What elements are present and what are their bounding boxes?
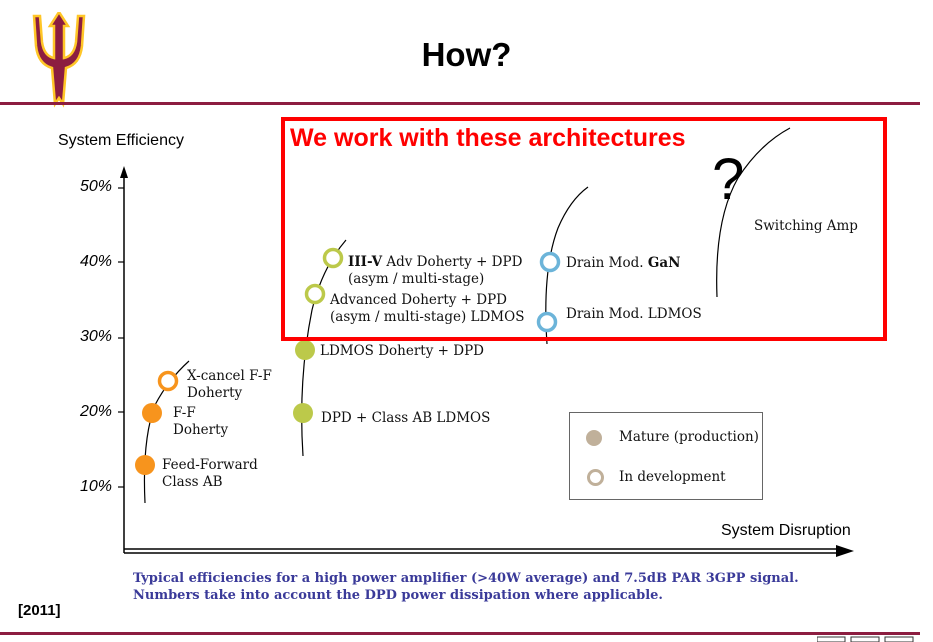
legend-development-swatch-icon [587,469,604,486]
marker-feedforward-classab [135,455,155,475]
y-tick-label-50: 50% [79,178,112,195]
citation: [2011] [18,602,61,619]
legend-development-label: In development [619,469,726,485]
label-ff-doherty: F-F Doherty [173,405,229,438]
label-ldmos-doherty: LDMOS Doherty + DPD [320,343,484,359]
legend-mature-swatch-icon [586,430,602,446]
label-switching-amp: Switching Amp [754,218,858,234]
question-mark: ? [712,147,745,212]
footer-divider [0,632,920,635]
footnote: Typical efficiencies for a high power amplifier (>40W average) and 7.5dB PAR 3GPP signal. Numbers take into account the DPD power dissipation where applicable. [133,571,799,603]
x-axis-arrow [836,545,854,557]
marker-ldmos-doherty [295,340,315,360]
legend-mature-label: Mature (production) [619,429,759,445]
y-tick-label-40: 40% [79,253,112,270]
label-iiiv-doherty: III-V Adv Doherty + DPD (asym / multi-stage) [348,254,523,287]
legend-box [569,412,763,500]
y-axis-arrow [120,166,128,178]
x-axis-label: System Disruption [721,522,851,539]
marker-ff-doherty [142,403,162,423]
marker-dpd-classab [293,403,313,423]
marker-xcancel-doherty [160,373,177,390]
y-tick-label-10: 10% [79,478,112,495]
label-xcancel-doherty: X-cancel F-F Doherty [187,368,272,401]
y-tick-label-20: 20% [79,403,112,420]
slide-title: How? [421,36,512,73]
label-adv-doherty: Advanced Doherty + DPD (asym / multi-stage) LDMOS [330,292,525,325]
label-drainmod-gan: Drain Mod. GaN [566,255,681,271]
label-dpd-classab: DPD + Class AB LDMOS [321,410,491,426]
footer-logo-fragment-icon [817,636,917,642]
label-drainmod-ldmos: Drain Mod. LDMOS [566,306,702,322]
y-tick-label-30: 30% [79,328,112,345]
highlight-title: We work with these architectures [290,124,686,152]
label-feedforward-classab: Feed-Forward Class AB [162,457,258,490]
y-axis-label: System Efficiency [58,132,184,149]
